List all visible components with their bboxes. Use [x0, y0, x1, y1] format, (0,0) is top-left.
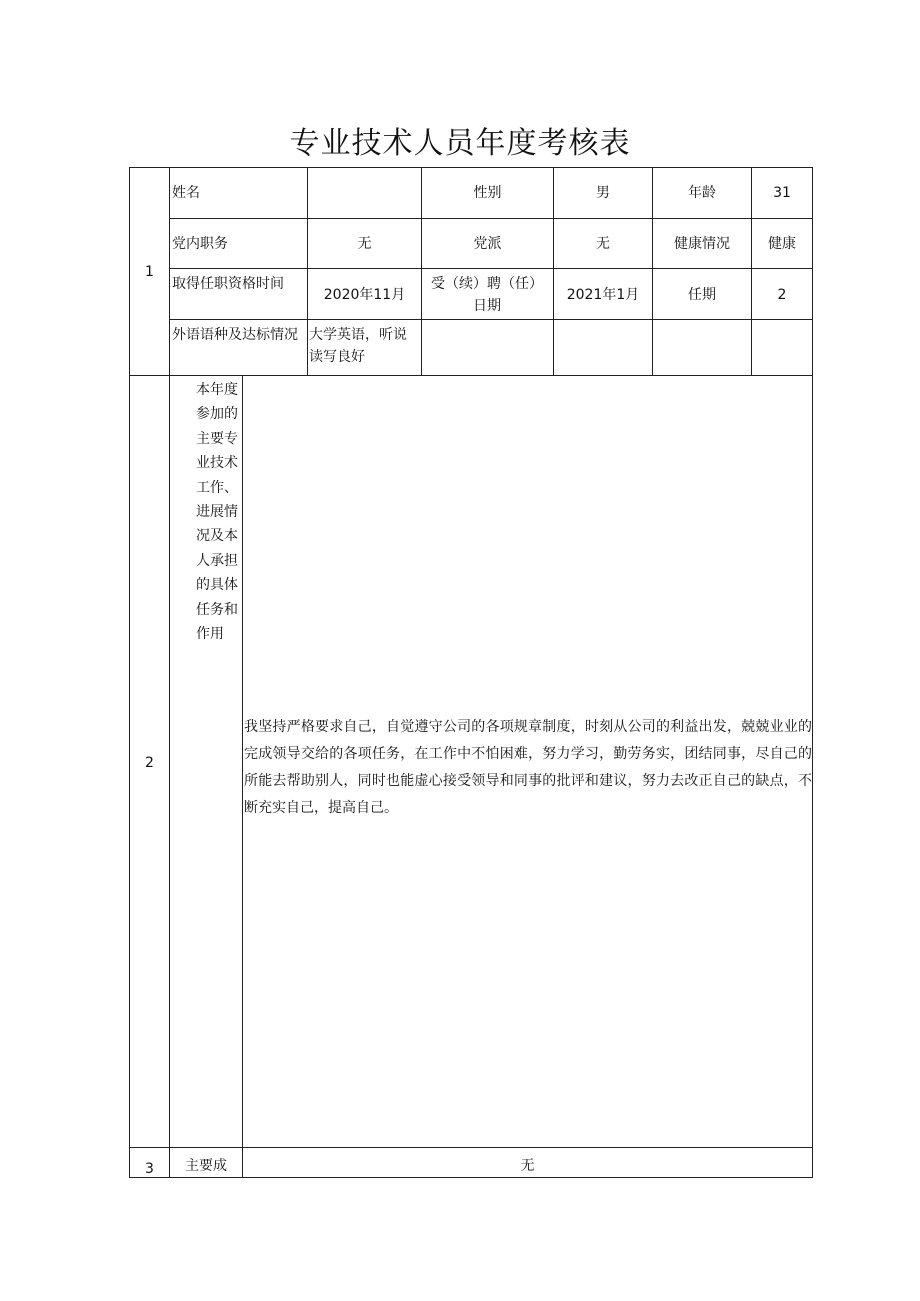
qual-time-value: 2020年11月 — [323, 287, 406, 303]
hire-date-value: 2021年1月 — [566, 287, 640, 303]
name-label: 姓名 — [172, 185, 200, 201]
hire-date-label: 受（续）聘（任）日期 — [431, 276, 543, 314]
achievements-label: 主要成 — [185, 1158, 227, 1174]
achievements-value: 无 — [520, 1158, 535, 1174]
work-content: 我坚持严格要求自己，自觉遵守公司的各项规章制度，时刻从公司的利益出发，兢兢业业的完成领导交给的各项任务，在工作中不怕困难，努力学习，勤劳务实，团结同事，尽自己的所能去帮助别人，同时也能虚心接受领导和同事的批评和建议，努力去改正自己的缺点，不断充实自己，提高自己。 — [244, 719, 812, 816]
term-value: 2 — [777, 287, 787, 303]
work-label: 本年度参加的主要专业技术工作、进展情况及本人承担的具体任务和作用 — [196, 382, 238, 643]
health-label: 健康情况 — [674, 236, 730, 252]
age-value: 31 — [773, 185, 791, 201]
party-post-label: 党内职务 — [172, 236, 228, 252]
health-value: 健康 — [768, 236, 796, 252]
gender-label: 性别 — [473, 185, 502, 201]
language-label: 外语语种及达标情况 — [172, 327, 298, 343]
qual-time-label: 取得任职资格时间 — [172, 276, 284, 292]
section-2-number: 2 — [145, 755, 154, 771]
age-label: 年龄 — [688, 185, 716, 201]
gender-value: 男 — [596, 185, 610, 201]
language-value: 大学英语，听说读写良好 — [309, 327, 407, 365]
party-post-value: 无 — [357, 236, 372, 252]
party-label: 党派 — [473, 236, 502, 252]
page-title: 专业技术人员年度考核表 — [289, 126, 631, 161]
term-label: 任期 — [688, 287, 716, 303]
section-3-number: 3 — [145, 1161, 154, 1177]
section-1-number: 1 — [145, 264, 154, 280]
party-value: 无 — [596, 236, 610, 252]
